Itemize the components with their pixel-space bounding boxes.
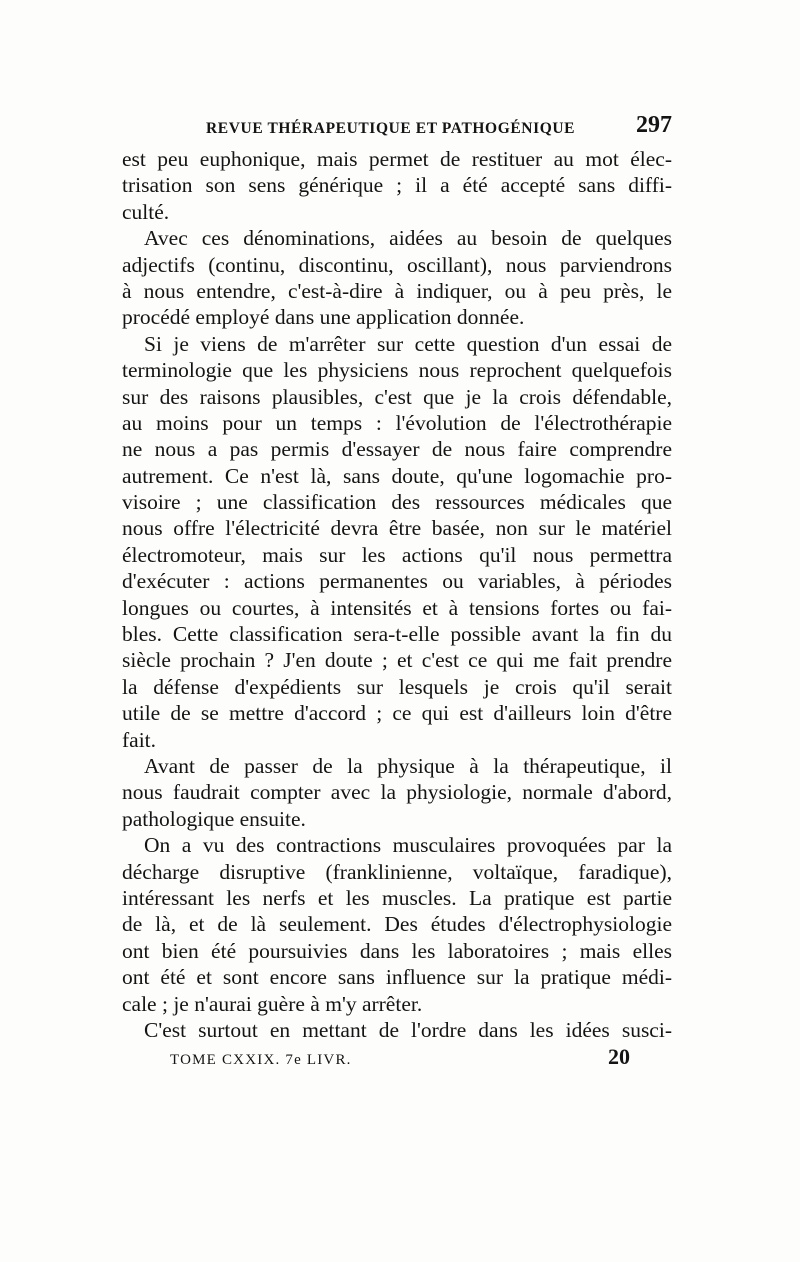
text-line: cale ; je n'aurai guère à m'y arrêter. bbox=[122, 991, 423, 1016]
text-line: à nous entendre, c'est-à-dire à indiquer, ou à peu près, le bbox=[122, 278, 672, 303]
text-line: nous offre l'électricité devra être basée, non sur le matériel bbox=[122, 516, 672, 541]
body-text bbox=[122, 146, 672, 1043]
text-line: On a vu des contractions musculaires provoquées par la bbox=[144, 833, 672, 858]
text-line: utile de se mettre d'accord ; ce qui est d'ailleurs loin d'être bbox=[122, 701, 672, 726]
text-line: la défense d'expédients sur lesquels je crois qu'il serait bbox=[122, 674, 672, 699]
text-line: terminologie que les physiciens nous reprochent quelquefois bbox=[122, 358, 672, 383]
text-line: trisation son sens générique ; il a été accepté sans diffi- bbox=[122, 173, 672, 198]
text-line: au moins pour un temps : l'évolution de l'électrothérapie bbox=[122, 410, 672, 435]
text-line: ont bien été poursuivies dans les laboratoires ; mais elles bbox=[122, 938, 672, 963]
text-line: pathologique ensuite. bbox=[122, 806, 306, 831]
text-line: C'est surtout en mettant de l'ordre dans les idées susci- bbox=[144, 1017, 672, 1042]
page-footer bbox=[122, 1044, 672, 1074]
text-line: visoire ; une classification des ressources médicales que bbox=[122, 490, 672, 515]
text-line: sur des raisons plausibles, c'est que je la crois défendable, bbox=[122, 384, 672, 409]
text-line: électromoteur, mais sur les actions qu'il nous permettra bbox=[122, 542, 672, 567]
text-line: est peu euphonique, mais permet de restituer au mot élec- bbox=[122, 147, 672, 171]
text-line: nous faudrait compter avec la physiologie, normale d'abord, bbox=[122, 780, 672, 805]
text-line: fait. bbox=[122, 727, 157, 752]
text-line: longues ou courtes, à intensités et à tensions fortes ou fai- bbox=[122, 595, 672, 620]
text-line: ont été et sont encore sans influence sur la pratique médi- bbox=[122, 965, 672, 990]
text-line: Si je viens de m'arrêter sur cette question d'un essai de bbox=[144, 331, 672, 356]
page-number: 297 bbox=[636, 112, 672, 138]
running-head-title: REVUE THÉRAPEUTIQUE ET PATHOGÉNIQUE bbox=[206, 120, 576, 137]
text-line: culté. bbox=[122, 199, 170, 224]
volume-reference: TOME CXXIX. 7e LIVR. bbox=[170, 1052, 352, 1068]
text-line: bles. Cette classification sera-t-elle possible avant la fin du bbox=[122, 622, 672, 647]
running-head bbox=[122, 112, 672, 148]
text-line: Avant de passer de la physique à la thérapeutique, il bbox=[144, 753, 672, 778]
text-line: procédé employé dans une application donnée. bbox=[122, 305, 525, 330]
text-line: d'exécuter : actions permanentes ou variables, à périodes bbox=[122, 569, 672, 594]
text-line: autrement. Ce n'est là, sans doute, qu'une logomachie pro- bbox=[122, 463, 672, 488]
text-line: adjectifs (continu, discontinu, oscillant), nous parviendrons bbox=[122, 252, 672, 277]
text-line: décharge disruptive (franklinienne, voltaïque, faradique), bbox=[122, 859, 672, 884]
text-line: de là, et de là seulement. Des études d'électrophysiologie bbox=[122, 912, 672, 937]
text-line: ne nous a pas permis d'essayer de nous faire comprendre bbox=[122, 437, 672, 462]
signature-mark: 20 bbox=[608, 1044, 630, 1069]
text-line: Avec ces dénominations, aidées au besoin de quelques bbox=[144, 226, 672, 251]
text-line: intéressant les nerfs et les muscles. La pratique est partie bbox=[122, 885, 672, 910]
text-line: siècle prochain ? J'en doute ; et c'est ce qui me fait prendre bbox=[122, 648, 672, 673]
